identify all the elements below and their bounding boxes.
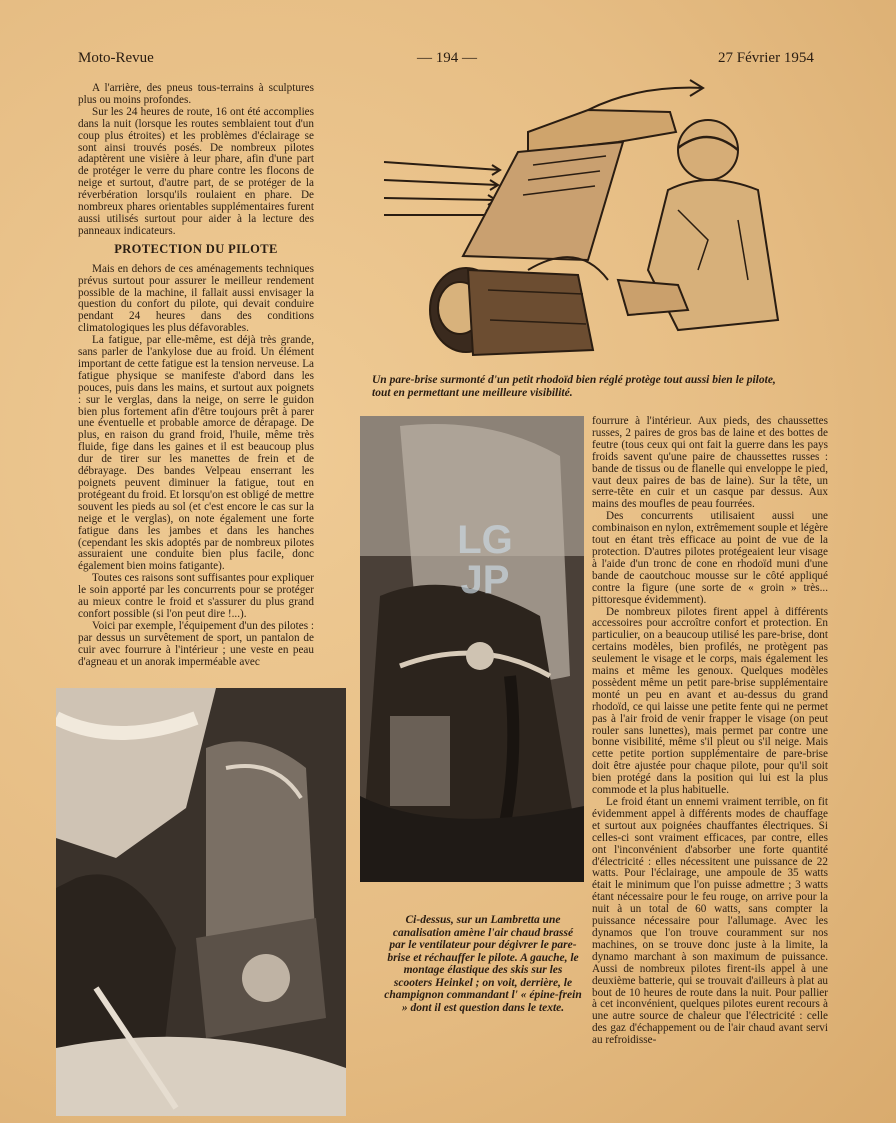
watermark-logo: LG JP bbox=[457, 518, 513, 602]
magazine-name: Moto-Revue bbox=[78, 50, 154, 66]
column-right bbox=[592, 416, 828, 1047]
column-left bbox=[78, 83, 314, 669]
paragraph: Sur les 24 heures de route, 16 ont été accomplies dans la nuit (lorsque les routes semblaient tout d'un coup plus étroites) et les problèmes d'éclairage se sont ainsi trouvés posés. De nombreux pilotes adaptèrent une visière à leur phare, afin d'une part de protéger le verre du phare contre les flocons de neige et surtout, d'autre part, de se protéger de la réverbération lorsqu'ils roulaient en phare. De nombreux phares orientables supplémentaires furent aussi utilisés surtout pour aider à la lecture des panneaux indicateurs. bbox=[78, 105, 314, 237]
lambretta-photo bbox=[360, 416, 584, 882]
paragraph: Des concurrents utilisaient aussi une combinaison en nylon, extrêmement souple et légère tout en étant très efficace au point de vue de la protection. D'autres pilotes protégeaient leur visage à l'aide d'un tronc de cone en rhodoïd muni d'une bande de caoutchouc mousse sur le côté appliqué contre la figure (une sorte de « groin » très... pittoresque évidemment). bbox=[592, 510, 828, 606]
heinkel-skis-photo bbox=[56, 688, 346, 1116]
paragraph: Le froid étant un ennemi vraiment terrible, on fit évidemment appel à différents modes de chauffage et surtout aux poignées chauffantes électriques. Si celles-ci sont vraiment efficaces, par contre, elles ont l'inconvénient d'absorber une forte quantité d'électricité : elles nécessitent une puissance de 22 watts. Pour l'éclairage, une ampoule de 35 watts était le minimum que l'on puisse admettre ; 3 watts étant nécessaire pour le feu rouge, on arrive pour la nuit à un total de 60 watts, sans compter la puissance nécessaire pour l'allumage. Avec les dynamos que l'on trouve couramment sur nos machines, on se trouve donc juste à la limite, la dynamo marchant à son maximum de puissance. Aussi de nombreux pilotes firent-ils appel à une deuxième batterie, qui se trouvait d'ailleurs à plat au bout de 10 heures de route dans la nuit. Pour pallier à cet inconvénient, quelques pilotes eurent recours à une autre source de chaleur que l'électricité : celle des gaz d'échappement ou de l'air chaud avant servi au refroidisse- bbox=[592, 796, 828, 1047]
section-heading: PROTECTION DU PILOTE bbox=[114, 241, 278, 256]
paragraph: fourrure à l'intérieur. Aux pieds, des chaussettes russes, 2 paires de gros bas de laine et des bottes de feutre (tous ceux qui ont fait la guerre dans les pays froids savent qu'une paire de chaussettes russes : bande de tissus ou de flanelle qui enveloppe le pied, vaut deux paires de bas de laine). Sur la tête, un serre-tête en cuir et un casque par dessus. Aux mains des moufles de peau fourrées. bbox=[592, 415, 828, 511]
paragraph: La fatigue, par elle-même, est déjà très grande, sans parler de l'ankylose due au froid. Un élément important de cette fatigue est la tension nerveuse. La fatigue physique se manifeste d'abord dans les pouces, puis dans les mains, et surtout aux poignets : sur le verglas, dans la neige, on serre le guidon bien plus fortement afin d'être toujours prêt à parer une éventuelle et probable amorce de dérapage. De plus, en raison du grand froid, l'huile, même très fluide, fige dans les gaines et il est beaucoup plus dur de tirer sur les manettes de frein et de débrayage. Des bandes Velpeau enserrant les poignets peuvent diminuer la fatigue, tout en protégeant du froid. Et lorsqu'on est obligé de mettre souvent les pieds au sol (et c'est encore le cas sur la neige et le verglas), on note également une forte fatigue dans les jambes et dans les hanches (cependant les skis adoptés par de nombreux pilotes assuraient une conduite bien plus facile, donc également bien moins fatigante). bbox=[78, 334, 314, 573]
paragraph: Toutes ces raisons sont suffisantes pour expliquer le soin apporté par les concurrents pour se protéger au mieux contre le froid et s'assurer du plus grand confort possible (si l'on peut dire !...). bbox=[78, 572, 314, 620]
paragraph: Voici par exemple, l'équipement d'un des pilotes : par dessus un survêtement de sport, un pantalon de cuir avec fourrure à l'intérieur ; une veste en peau d'agneau et un anorak imperméable avec bbox=[78, 619, 314, 668]
issue-date: 27 Février 1954 bbox=[718, 50, 814, 66]
paragraph: Mais en dehors de ces aménagements techniques prévus surtout pour assurer le meilleur rendement possible de la machine, il fallait aussi envisager la question du confort du pilote, qui devait conduire pendant 24 heures dans des conditions climatologiques les plus défavorables. bbox=[78, 262, 314, 335]
page-number: — 194 — bbox=[417, 50, 477, 66]
windshield-illustration bbox=[378, 70, 798, 370]
caption-top: Un pare-brise surmonté d'un petit rhodoïd bien réglé protège tout aussi bien le pilote, tout en permettant une meilleure visibilité. bbox=[372, 374, 776, 399]
paragraph: A l'arrière, des pneus tous-terrains à sculptures plus ou moins profondes. bbox=[78, 82, 314, 106]
paragraph: De nombreux pilotes firent appel à différents accessoires pour accroître confort et protection. En particulier, on a beaucoup utilisé les pare-brise, dont certains modèles, bien profilés, ne protègent pas seulement le visage et le corps, mais également les mains et même les genoux. Quelques modèles possèdent même un petit pare-brise supplémentaire monté un peu en avant et au-dessus du grand rhodoïd, ce qui laisse une petite fente qui ne permet pas à l'air froid de venir frapper le visage (on peut rouler sans lunettes), mais permet par contre une bonne visibilité, même s'il pleut ou s'il neige. Mais cette petite portion supplémentaire de pare-brise doit être ajustée pour chaque pilote, pour qu'il soit bien protégé dans la position qui lui est la plus commode et la plus habituelle. bbox=[592, 605, 828, 797]
caption-bottom: Ci-dessus, sur un Lambretta une canalisation amène l'air chaud brassé par le ventilateur pour dégivrer le pare-brise et réchauffer le pilote. A gauche, le montage élastique des skis sur les scooters Heinkel ; on voit, derrière, le champignon commandant l' « épine-frein » dont il est question dans le texte. bbox=[384, 914, 582, 1014]
